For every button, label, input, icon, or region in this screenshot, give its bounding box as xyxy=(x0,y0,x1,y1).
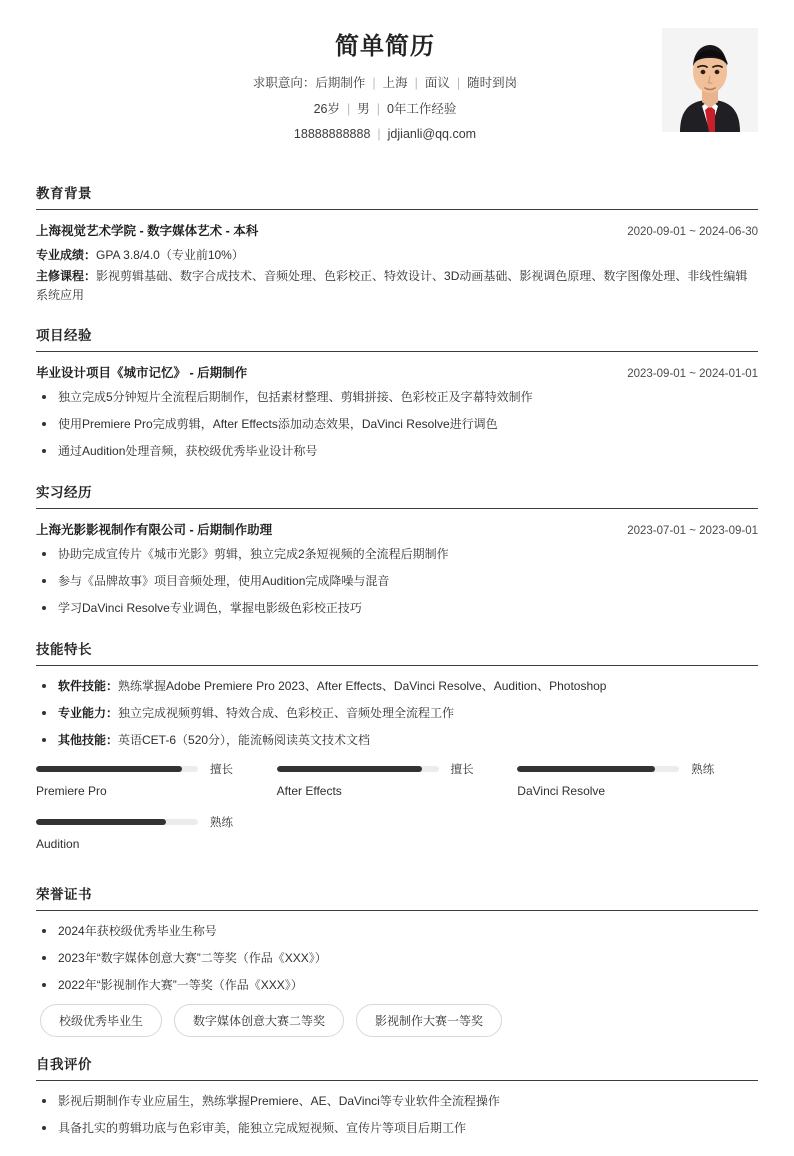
education-courses xyxy=(36,267,758,306)
section-internship xyxy=(36,469,758,617)
separator-icon: | xyxy=(346,101,351,116)
skill-bar-row xyxy=(277,761,502,777)
section-title-project: 项目经验 xyxy=(36,312,758,352)
personal-info-line xyxy=(108,101,662,119)
list-item: 2023年“数字媒体创意大赛”二等奖（作品《XXX》） xyxy=(36,949,758,967)
internship-entry xyxy=(36,520,758,617)
project-bullet-list xyxy=(36,388,758,460)
education-gpa-label: 专业成绩： xyxy=(36,247,97,262)
separator-icon: | xyxy=(377,127,381,141)
project-name: 毕业设计项目《城市记忆》 - 后期制作 xyxy=(36,365,248,380)
header-main xyxy=(36,26,662,152)
education-entry xyxy=(36,221,758,306)
skill-label: 其他技能： xyxy=(58,732,119,747)
honors-bullet-list xyxy=(36,922,758,994)
job-intent-label: 求职意向： xyxy=(252,76,316,90)
list-item: 学习DaVinci Resolve专业调色，掌握电影级色彩校正技巧 xyxy=(36,599,758,617)
skill-progress-track xyxy=(36,766,198,772)
contact-info-line xyxy=(108,126,662,144)
honor-tag[interactable]: 影视制作大赛一等奖 xyxy=(356,1004,502,1037)
section-title-skills: 技能特长 xyxy=(36,626,758,666)
personal-item-1: 男 xyxy=(357,101,370,116)
skill-bar-row xyxy=(517,761,742,777)
avatar xyxy=(662,28,758,132)
education-entry-head xyxy=(36,221,758,239)
intent-item-2: 面议 xyxy=(424,76,450,90)
skill-bar-item xyxy=(36,761,277,798)
resume-header xyxy=(36,22,758,170)
skill-progress-fill xyxy=(36,766,182,772)
skill-progress-track xyxy=(277,766,439,772)
list-item: 参与《品牌故事》项目音频处理，使用Audition完成降噪与混音 xyxy=(36,572,758,590)
phone-number: 18888888888 xyxy=(293,127,371,141)
education-courses-value: 影视剪辑基础、数字合成技术、音频处理、色彩校正、特效设计、3D动画基础、影视调色原理、数字图像处理、非线性编辑系统应用 xyxy=(36,268,748,303)
list-item xyxy=(36,677,758,695)
skill-name-label: Premiere Pro xyxy=(36,783,107,798)
skill-progress-fill xyxy=(36,819,166,825)
skill-label: 软件技能： xyxy=(58,678,119,693)
honor-tag[interactable]: 数字媒体创意大赛二等奖 xyxy=(174,1004,344,1037)
list-item: 通过Audition处理音频，获校级优秀毕业设计称号 xyxy=(36,442,758,460)
project-entry xyxy=(36,363,758,460)
internship-date: 2023-07-01 ~ 2023-09-01 xyxy=(627,524,758,537)
list-item xyxy=(36,704,758,722)
skill-progress-fill xyxy=(517,766,655,772)
skill-bar-row xyxy=(36,814,261,830)
list-item: 2024年获校级优秀毕业生称号 xyxy=(36,922,758,940)
skill-bar-item xyxy=(36,814,277,851)
skill-value: 熟练掌握Adobe Premiere Pro 2023、After Effects、DaVinci Resolve、Audition、Photoshop xyxy=(118,678,607,693)
project-entry-head xyxy=(36,363,758,381)
skill-progress-track xyxy=(36,819,198,825)
honor-tag-list xyxy=(36,1004,758,1037)
list-item xyxy=(36,731,758,749)
skill-level-label: 熟练 xyxy=(691,763,715,776)
education-gpa-value: GPA 3.8/4.0（专业前10%） xyxy=(96,247,244,262)
personal-item-0: 26岁 xyxy=(313,101,340,116)
separator-icon: | xyxy=(414,76,418,90)
education-gpa xyxy=(36,246,758,265)
intent-item-0: 后期制作 xyxy=(315,76,366,90)
list-item: 具备扎实的剪辑功底与色彩审美，能独立完成短视频、宣传片等项目后期工作 xyxy=(36,1119,758,1137)
education-school: 上海视觉艺术学院 - 数字媒体艺术 - 本科 xyxy=(36,223,259,238)
skill-level-label: 擅长 xyxy=(450,763,474,776)
list-item: 使用Premiere Pro完成剪辑，After Effects添加动态效果，DaVinci Resolve进行调色 xyxy=(36,415,758,433)
personal-item-2: 0年工作经验 xyxy=(386,101,457,116)
skills-bullet-list xyxy=(36,677,758,749)
list-item: 协助完成宣传片《城市光影》剪辑，独立完成2条短视频的全流程后期制作 xyxy=(36,545,758,563)
internship-bullet-list xyxy=(36,545,758,617)
skill-progress-track xyxy=(517,766,679,772)
skill-level-label: 擅长 xyxy=(210,763,233,776)
project-date: 2023-09-01 ~ 2024-01-01 xyxy=(627,367,758,380)
section-honors xyxy=(36,871,758,1037)
section-title-self-evaluation: 自我评价 xyxy=(36,1041,758,1081)
skill-value: 英语CET-6（520分），能流畅阅读英文技术文档 xyxy=(118,732,371,747)
skill-bar-grid xyxy=(36,761,758,867)
skill-bar-row xyxy=(36,761,261,777)
internship-company: 上海光影影视制作有限公司 - 后期制作助理 xyxy=(36,522,273,537)
separator-icon: | xyxy=(372,76,376,90)
section-title-internship: 实习经历 xyxy=(36,469,758,509)
education-courses-label: 主修课程： xyxy=(36,268,97,283)
education-date: 2020-09-01 ~ 2024-06-30 xyxy=(627,225,758,238)
intent-item-3: 随时到岗 xyxy=(467,76,518,90)
section-education xyxy=(36,170,758,306)
skill-level-label: 熟练 xyxy=(210,816,233,829)
skill-bar-item xyxy=(517,761,758,798)
skill-name-label: After Effects xyxy=(276,783,342,798)
internship-entry-head xyxy=(36,520,758,538)
section-skills xyxy=(36,626,758,867)
section-project xyxy=(36,312,758,460)
skill-name-label: Audition xyxy=(36,836,80,851)
skill-bar-item xyxy=(277,761,518,798)
job-intent-line xyxy=(108,75,662,93)
section-title-honors: 荣誉证书 xyxy=(36,871,758,911)
self-eval-bullet-list xyxy=(36,1092,758,1137)
list-item: 2022年“影视制作大赛”一等奖（作品《XXX》） xyxy=(36,976,758,994)
skill-name-label: DaVinci Resolve xyxy=(517,783,606,798)
skill-progress-fill xyxy=(277,766,423,772)
section-self-evaluation xyxy=(36,1041,758,1137)
separator-icon: | xyxy=(456,76,461,90)
intent-item-1: 上海 xyxy=(382,76,408,90)
skill-value: 独立完成视频剪辑、特效合成、色彩校正、音频处理全流程工作 xyxy=(118,705,455,720)
list-item: 影视后期制作专业应届生，熟练掌握Premiere、AE、DaVinci等专业软件全流程操作 xyxy=(36,1092,758,1110)
skill-label: 专业能力： xyxy=(58,705,119,720)
honor-tag[interactable]: 校级优秀毕业生 xyxy=(40,1004,162,1037)
email-address: jdjianli@qq.com xyxy=(387,127,477,141)
section-title-education: 教育背景 xyxy=(36,170,758,210)
separator-icon: | xyxy=(376,101,380,116)
list-item: 独立完成5分钟短片全流程后期制作，包括素材整理、剪辑拼接、色彩校正及字幕特效制作 xyxy=(36,388,758,406)
page-title: 简单简历 xyxy=(335,33,435,60)
